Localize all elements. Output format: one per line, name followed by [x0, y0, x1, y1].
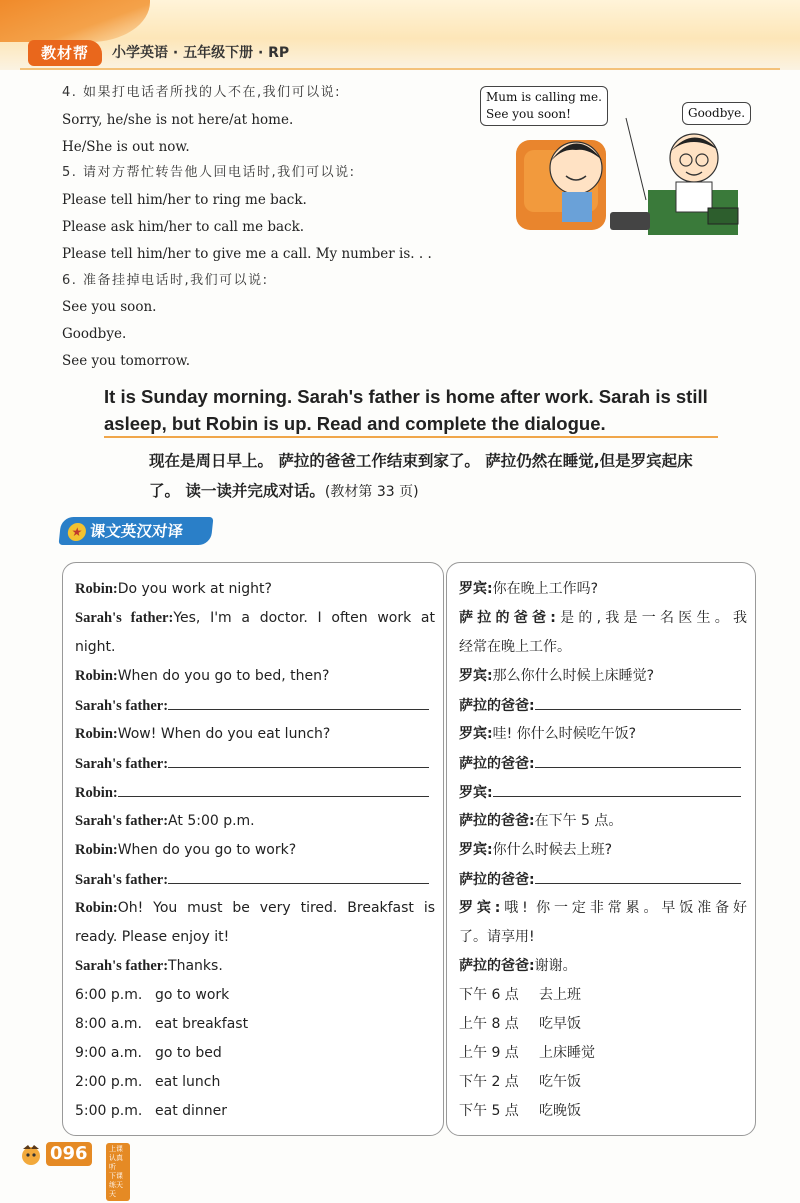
dialogue-text: Thanks. — [168, 958, 223, 974]
footer-slogan — [106, 1143, 130, 1201]
dialogue-row — [459, 807, 747, 836]
schedule-row — [459, 981, 747, 1010]
speaker-label: Robin: — [75, 900, 118, 916]
dialogue-row — [459, 836, 747, 865]
speaker-label: Sarah's father: — [75, 610, 174, 626]
dialogue-row — [459, 575, 747, 604]
speaker-label: 萨拉的爸爸: — [459, 813, 535, 829]
speaker-label: 萨拉的爸爸: — [459, 756, 535, 772]
dialogue-row — [459, 662, 747, 691]
dialogue-row — [75, 807, 435, 836]
schedule-activity: 上床睡觉 — [539, 1045, 595, 1061]
phrase-line: See you tomorrow. — [62, 352, 191, 369]
answer-blank — [118, 778, 429, 797]
speaker-label: Robin: — [75, 785, 118, 801]
schedule-activity: go to bed — [155, 1045, 222, 1061]
answer-blank — [535, 691, 741, 710]
brand-logo: 教材帮 — [28, 40, 102, 66]
dialogue-text: 那么你什么时候上床睡觉? — [492, 668, 655, 684]
dialogue-row — [75, 662, 435, 691]
phrase-line: See you soon. — [62, 299, 157, 316]
schedule-row — [75, 1068, 435, 1097]
speaker-label: 罗宾: — [459, 726, 493, 742]
schedule-row — [459, 1068, 747, 1097]
answer-blank — [493, 778, 741, 797]
schedule-row — [75, 981, 435, 1010]
task-instruction: It is Sunday morning. Sarah's father is home after work. Sarah is still asleep, but Robin is up. Read and complete the dialogue. — [104, 386, 708, 434]
speaker-label: Sarah's father: — [75, 872, 169, 888]
dialogue-row — [459, 778, 747, 807]
dialogue-text: night. — [75, 639, 116, 655]
speaker-label: 罗宾: — [459, 581, 493, 597]
speaker-label: Sarah's father: — [75, 756, 169, 772]
schedule-activity: 吃早饭 — [539, 1016, 581, 1032]
phrase-line: Goodbye. — [62, 326, 127, 343]
dialogue-row — [459, 720, 747, 749]
speaker-label: Sarah's father: — [75, 958, 169, 974]
phrase-line: 6. 准备挂掉电话时,我们可以说: — [62, 272, 269, 288]
speaker-label: Robin: — [75, 842, 118, 858]
dialogue-row — [75, 865, 435, 894]
phrase-line: He/She is out now. — [62, 138, 190, 155]
dialogue-row — [75, 691, 435, 720]
speaker-label: 萨拉的爸爸: — [459, 958, 535, 974]
phrase-line: Sorry, he/she is not here/at home. — [62, 111, 294, 128]
dialogue-text: When do you go to work? — [117, 842, 297, 858]
mascot-icon — [20, 1144, 42, 1166]
dialogue-text: Yes, I'm a doctor. I often work at — [173, 610, 435, 626]
speaker-label: 罗宾: — [459, 668, 493, 684]
header-divider — [20, 68, 780, 70]
speaker-label: 罗宾: — [459, 785, 493, 801]
speaker-label: Robin: — [75, 581, 118, 597]
schedule-time: 8:00 a.m. — [75, 1016, 143, 1032]
dialogue-row — [75, 836, 435, 865]
dialogue-text: At 5:00 p.m. — [168, 813, 255, 829]
phrase-list — [62, 80, 462, 375]
speech-bubble-goodbye — [682, 102, 751, 125]
speaker-label: 萨拉的爸爸: — [459, 610, 556, 626]
dialogue-text: 是的,我是一名医生。我 — [555, 610, 748, 626]
speaker-label: 萨拉的爸爸: — [459, 872, 535, 888]
schedule-time: 9:00 a.m. — [75, 1045, 143, 1061]
schedule-time: 下午 6 点 — [459, 987, 519, 1003]
dialogue-row — [75, 633, 435, 662]
dialogue-text: 了。请享用! — [459, 929, 535, 945]
dialogue-row — [75, 894, 435, 923]
phone-call-illustration — [476, 80, 746, 235]
task-chinese-text: 现在是周日早上。 萨拉的爸爸工作结束到家了。 萨拉仍然在睡觉,但是罗宾起床了。 读一读并完成对话。 — [149, 452, 693, 500]
star-icon: ★ — [67, 523, 87, 541]
dialogue-text: 你什么时候去上班? — [492, 842, 613, 858]
dialogue-row — [75, 778, 435, 807]
book-title: 小学英语 · 五年级下册 · RP — [112, 45, 290, 61]
schedule-time: 2:00 p.m. — [75, 1074, 143, 1090]
schedule-row — [459, 1097, 747, 1126]
dialogue-text: When do you go to bed, then? — [117, 668, 330, 684]
dialogue-row — [75, 923, 435, 952]
dialogue-text: 在下午 5 点。 — [534, 813, 623, 829]
slogan-line: 上课认真听 — [109, 1145, 123, 1171]
dialogue-row — [459, 865, 747, 894]
section-label — [59, 517, 214, 545]
dialogue-text: Wow! When do you eat lunch? — [117, 726, 331, 742]
phrase-line: Please tell him/her to ring me back. — [62, 192, 307, 209]
schedule-row — [75, 1010, 435, 1039]
page-footer — [20, 1140, 130, 1198]
schedule-activity: eat lunch — [155, 1074, 221, 1090]
speaker-label: 罗宾: — [459, 842, 493, 858]
schedule-time: 上午 8 点 — [459, 1016, 519, 1032]
dialogue-row — [459, 923, 747, 952]
answer-blank — [535, 865, 741, 884]
dialogue-text: Oh! You must be very tired. Breakfast is — [117, 900, 435, 916]
speaker-label: Robin: — [75, 726, 118, 742]
schedule-activity: eat breakfast — [155, 1016, 249, 1032]
dialogue-row — [75, 952, 435, 981]
bubble-text-line: See you soon! — [486, 107, 571, 121]
speech-bubble-mum — [480, 86, 608, 126]
bubble-text: Goodbye. — [688, 106, 746, 120]
phrase-line: 5. 请对方帮忙转告他人回电话时,我们可以说: — [62, 165, 356, 181]
answer-blank — [168, 865, 429, 884]
schedule-activity: 吃午饭 — [539, 1074, 581, 1090]
schedule-time: 下午 2 点 — [459, 1074, 519, 1090]
answer-blank — [168, 691, 429, 710]
dialogue-row — [459, 749, 747, 778]
dialogue-row — [459, 894, 747, 923]
dialogue-row — [75, 604, 435, 633]
speaker-label: 罗宾: — [459, 900, 501, 916]
dialogue-text: ready. Please enjoy it! — [75, 929, 230, 945]
schedule-activity: eat dinner — [155, 1103, 228, 1119]
dialogue-text: 哇! 你什么时候吃午饭? — [492, 726, 637, 742]
dialogue-text: Do you work at night? — [117, 581, 272, 597]
answer-blank — [168, 749, 429, 768]
schedule-time: 上午 9 点 — [459, 1045, 519, 1061]
schedule-time: 6:00 p.m. — [75, 987, 143, 1003]
schedule-row — [75, 1097, 435, 1126]
answer-blank — [535, 749, 741, 768]
speaker-label: Robin: — [75, 668, 118, 684]
phrase-line: Please tell him/her to give me a call. My number is. . . — [62, 245, 432, 262]
dialogue-text: 经常在晚上工作。 — [459, 639, 571, 655]
speaker-label: 萨拉的爸爸: — [459, 698, 535, 714]
schedule-time: 下午 5 点 — [459, 1103, 519, 1119]
phrase-line: Please ask him/her to call me back. — [62, 218, 305, 235]
schedule-row — [459, 1010, 747, 1039]
dialogue-row — [459, 633, 747, 662]
schedule-time: 5:00 p.m. — [75, 1103, 143, 1119]
phrase-line: 4. 如果打电话者所找的人不在,我们可以说: — [62, 85, 342, 100]
speaker-label: Sarah's father: — [75, 698, 169, 714]
schedule-row — [75, 1039, 435, 1068]
dialogue-row — [75, 575, 435, 604]
dialogue-text: 谢谢。 — [534, 958, 577, 974]
bubble-text-line: Mum is calling me. — [486, 90, 602, 104]
section-label-text: 课文英汉对译 — [89, 522, 184, 541]
dialogue-row — [459, 604, 747, 633]
speaker-label: Sarah's father: — [75, 813, 169, 829]
schedule-activity: 去上班 — [539, 987, 581, 1003]
dialogue-text: 哦! 你一定非常累。早饭准备好 — [500, 900, 747, 916]
dialogue-row — [459, 691, 747, 720]
slogan-line: 下课练天天 — [109, 1172, 123, 1198]
dialogue-english-panel — [62, 562, 444, 1136]
schedule-activity: go to work — [155, 987, 230, 1003]
task-instruction-chinese — [149, 446, 709, 507]
dialogue-row — [75, 749, 435, 778]
page-number: 096 — [46, 1142, 92, 1166]
textbook-page-ref: (教材第 33 页) — [324, 484, 419, 500]
dialogue-row — [459, 952, 747, 981]
task-underline — [104, 436, 718, 438]
schedule-activity: 吃晚饭 — [539, 1103, 581, 1119]
dialogue-text: 你在晚上工作吗? — [492, 581, 599, 597]
dialogue-chinese-panel — [446, 562, 756, 1136]
schedule-row — [459, 1039, 747, 1068]
dialogue-row — [75, 720, 435, 749]
